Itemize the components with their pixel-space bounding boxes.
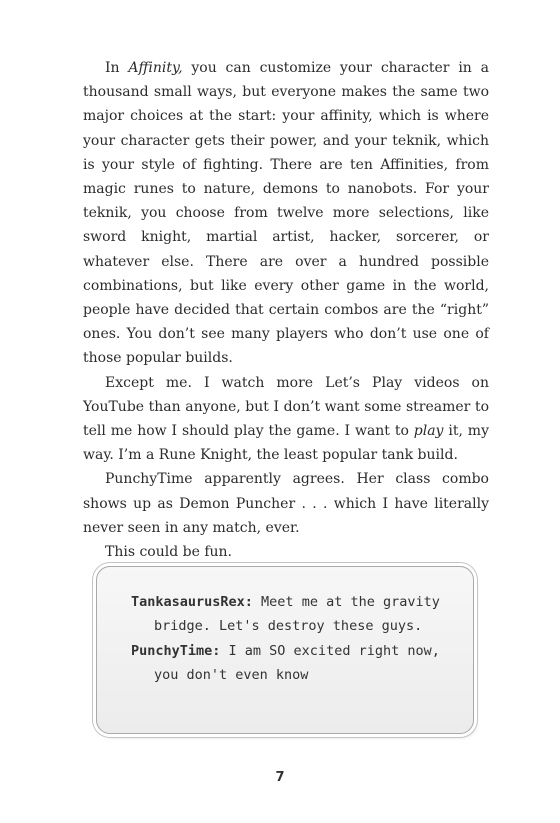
- body-text: [83, 56, 489, 564]
- paragraph-1: [83, 56, 489, 371]
- paragraph-2-start: Except me. I watch more Let’s Play videos on YouTube than anyone, but I don’t want some streamer to tell me how I should play the game. I want to: [83, 374, 489, 440]
- chat-text: Meet me at the gravity bridge. Let's destroy these guys.: [154, 594, 440, 634]
- paragraph-1-start: In: [105, 60, 129, 76]
- page-number: 7: [275, 770, 285, 785]
- chat-message: [131, 640, 451, 687]
- chat-speaker: TankasaurusRex:: [131, 594, 253, 610]
- play-italic: play: [413, 423, 444, 440]
- paragraph-3: PunchyTime apparently agrees. Her class combo shows up as Demon Puncher . . . which I have literally never seen in any match, ever.: [83, 471, 489, 536]
- paragraph-2-rest: it, my way. I’m a Rune Knight, the least popular tank build.: [83, 423, 489, 464]
- paragraph-2: [83, 371, 489, 468]
- chat-text: I am SO excited right now, you don't even know: [154, 643, 440, 683]
- paragraph-4: This could be fun.: [105, 544, 233, 561]
- chat-messages: [131, 591, 451, 689]
- chat-message-box: [96, 566, 474, 734]
- paragraph-1-rest: you can customize your character in a thousand small ways, but everyone makes the same two major choices at the start: your affinity, which is where your character gets their power, and your teknik, which is your style of fighting. There are ten Affinities, from magic runes to nature, demons to nanobots. For your teknik, you choose from twelve more selections, like sword knight, martial artist, hacker, sorcerer, or whatever else. There are over a hundred possible combinations, but like every other game in the world, people have decided that certain combos are the “right” ones. You don’t see many players who don’t use one of those popular builds.: [83, 60, 490, 367]
- chat-speaker: PunchyTime:: [131, 643, 221, 659]
- chat-message: [131, 591, 451, 638]
- game-title-italic: Affinity,: [128, 60, 183, 76]
